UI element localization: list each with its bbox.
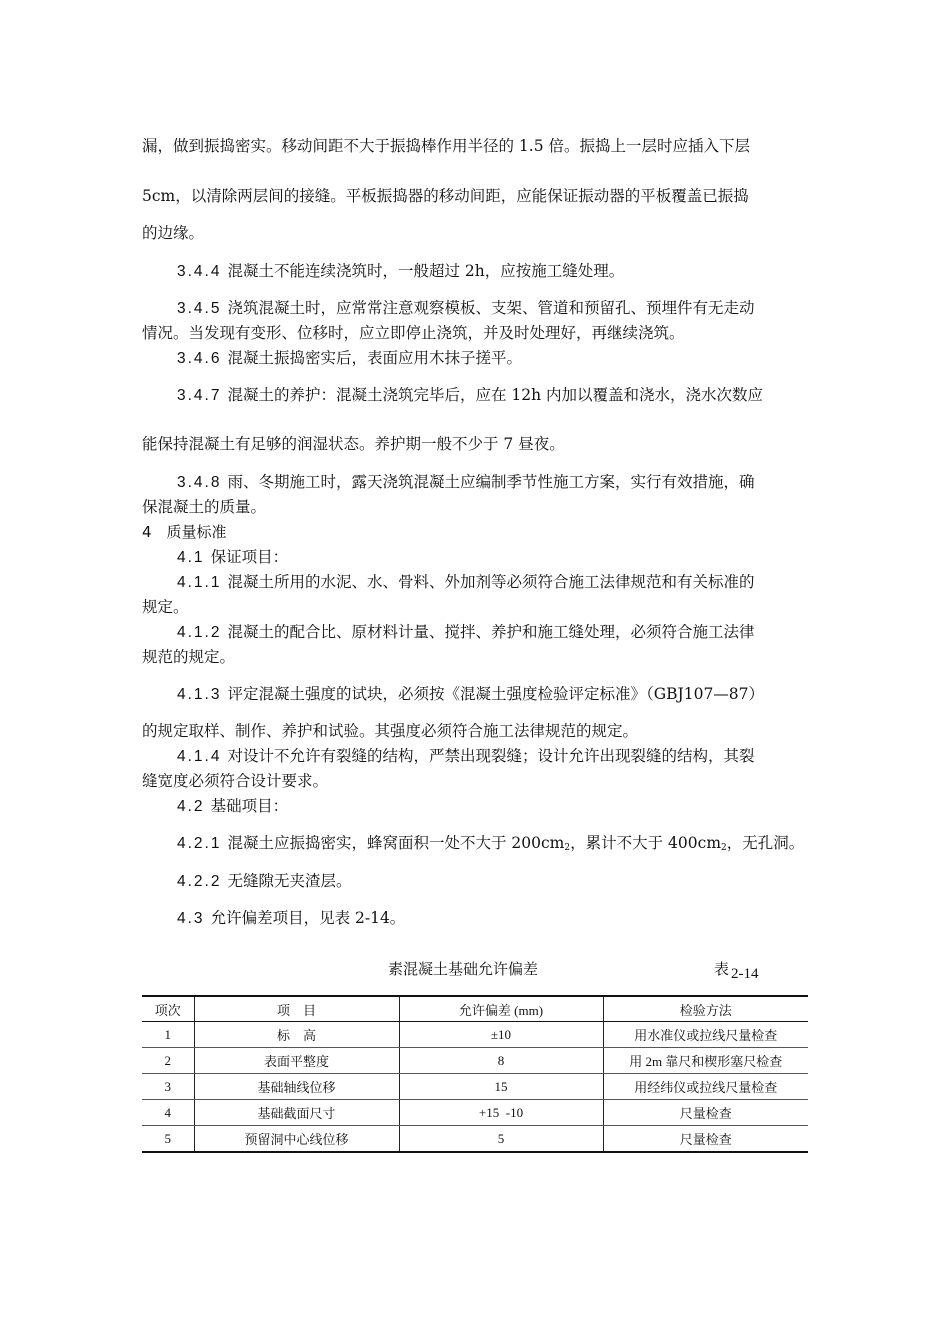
clause-text: 评定混凝土强度的试块，必须按《混凝土强度检验评定标准》（GBJ107—87） xyxy=(227,685,765,703)
table-title: 素混凝土基础允许偏差 xyxy=(388,960,539,978)
clause-3-4-7 xyxy=(177,385,763,406)
table-cell: 5 xyxy=(142,1126,194,1153)
clause-4-2-2 xyxy=(177,871,352,892)
clause-number: 3.4.8 xyxy=(177,474,222,491)
clause-number: 4.1.1 xyxy=(177,574,222,591)
table-cell: 15 xyxy=(399,1074,603,1100)
clause-number: 4.1.4 xyxy=(177,748,222,765)
clause-4-2-1 xyxy=(177,833,804,858)
paragraph-line: 能保持混凝土有足够的润湿状态。养护期一般不少于 7 昼夜。 xyxy=(142,435,565,453)
table-cell: 用经纬仪或拉线尺量检查 xyxy=(603,1074,808,1100)
table-row xyxy=(142,1048,808,1074)
clause-number: 4.1.3 xyxy=(177,686,222,703)
table-cell: 基础截面尺寸 xyxy=(194,1100,399,1126)
clause-text: 保证项目： xyxy=(210,548,289,566)
table-cell: 尺量检查 xyxy=(603,1126,808,1153)
table-row xyxy=(142,1022,808,1048)
column-header: 项次 xyxy=(142,996,194,1022)
deviation-table xyxy=(142,995,808,1153)
table-cell: 2 xyxy=(142,1048,194,1074)
table-cell: 3 xyxy=(142,1074,194,1100)
section-heading: 4 质量标准 xyxy=(142,523,227,541)
clause-number: 4.2.1 xyxy=(177,835,222,852)
clause-text: 混凝土应振捣密实，蜂窝面积一处不大于 200cm xyxy=(227,834,565,852)
clause-3-4-6 xyxy=(177,348,522,369)
clause-4-1-1 xyxy=(177,572,755,593)
paragraph-line: 缝宽度必须符合设计要求。 xyxy=(142,772,329,790)
table-cell: ±10 xyxy=(399,1022,603,1048)
table-cell: 预留洞中心线位移 xyxy=(194,1126,399,1153)
table-row xyxy=(142,1126,808,1153)
clause-number: 4.2 xyxy=(177,798,205,815)
table-cell: 用 2m 靠尺和楔形塞尺检查 xyxy=(603,1048,808,1074)
clause-text: 无缝隙无夹渣层。 xyxy=(227,872,352,890)
table-cell: 5 xyxy=(399,1126,603,1153)
clause-3-4-4 xyxy=(177,261,624,282)
table-cell: 8 xyxy=(399,1048,603,1074)
clause-text: 混凝土振捣密实后，表面应用木抹子搓平。 xyxy=(227,349,522,367)
superscript-unit: 2 xyxy=(564,843,571,853)
clause-4-1-2 xyxy=(177,622,755,643)
table-cell: 标 高 xyxy=(194,1022,399,1048)
table-cell: 1 xyxy=(142,1022,194,1048)
clause-text: 对设计不允许有裂缝的结构，严禁出现裂缝；设计允许出现裂缝的结构，其裂 xyxy=(227,747,755,765)
clause-text: 混凝土不能连续浇筑时，一般超过 2h，应按施工缝处理。 xyxy=(227,262,625,280)
clause-number: 3.4.4 xyxy=(177,263,222,280)
clause-number: 3.4.7 xyxy=(177,387,222,404)
table-cell: 4 xyxy=(142,1100,194,1126)
table-cell: 用水准仪或拉线尺量检查 xyxy=(603,1022,808,1048)
column-header: 项 目 xyxy=(194,996,399,1022)
table-row xyxy=(142,1100,808,1126)
paragraph-line: 5cm，以清除两层间的接缝。平板振捣器的移动间距，应能保证振动器的平板覆盖已振捣 xyxy=(142,187,749,205)
clause-text: ，无孔洞。 xyxy=(726,834,805,852)
paragraph-line: 保混凝土的质量。 xyxy=(142,498,267,516)
clause-4-3 xyxy=(177,908,405,929)
clause-4-1 xyxy=(177,547,288,568)
column-header: 允许偏差 (mm) xyxy=(399,996,603,1022)
superscript-unit: 2 xyxy=(721,843,727,853)
clause-text: 混凝土所用的水泥、水、骨料、外加剂等必须符合施工法律规范和有关标准的 xyxy=(227,573,755,591)
clause-text: 混凝土的养护：混凝土浇筑完毕后，应在 12h 内加以覆盖和浇水，浇水次数应 xyxy=(227,386,764,404)
paragraph-line: 漏，做到振捣密实。移动间距不大于振捣棒作用半径的 1.5 倍。振捣上一层时应插入下层 xyxy=(142,137,751,155)
paragraph-line: 规定。 xyxy=(142,598,189,616)
clause-text: 允许偏差项目，见表 2-14。 xyxy=(210,909,406,927)
table-number-label: 表 xyxy=(714,960,730,978)
clause-4-1-4 xyxy=(177,746,755,767)
clause-4-1-3 xyxy=(177,684,764,705)
table-number-value: 2-14 xyxy=(731,966,759,982)
clause-text: 浇筑混凝土时，应常常注意观察模板、支架、管道和预留孔、预埋件有无走动 xyxy=(227,299,755,317)
table-cell: +15 -10 xyxy=(399,1100,603,1126)
paragraph-line: 规范的规定。 xyxy=(142,648,236,666)
clause-number: 3.4.5 xyxy=(177,300,222,317)
column-header: 检验方法 xyxy=(603,996,808,1022)
clause-number: 4.1 xyxy=(177,549,205,566)
clause-3-4-5 xyxy=(177,298,755,319)
clause-text: 雨、冬期施工时，露天浇筑混凝土应编制季节性施工方案，实行有效措施，确 xyxy=(227,473,755,491)
table-row xyxy=(142,1074,808,1100)
clause-number: 4.2.2 xyxy=(177,873,222,890)
table-cell: 基础轴线位移 xyxy=(194,1074,399,1100)
clause-text: 基础项目： xyxy=(210,797,289,815)
clause-text: 混凝土的配合比、原材料计量、搅拌、养护和施工缝处理，必须符合施工法律 xyxy=(227,623,755,641)
table-cell: 尺量检查 xyxy=(603,1100,808,1126)
clause-number: 4.1.2 xyxy=(177,624,222,641)
table-cell: 表面平整度 xyxy=(194,1048,399,1074)
clause-number: 4.3 xyxy=(177,910,205,927)
clause-text: ，累计不大于 400cm xyxy=(570,834,722,852)
clause-3-4-8 xyxy=(177,472,755,493)
paragraph-line: 情况。当发现有变形、位移时，应立即停止浇筑，并及时处理好，再继续浇筑。 xyxy=(142,324,685,342)
paragraph-line: 的规定取样、制作、养护和试验。其强度必须符合施工法律规范的规定。 xyxy=(142,722,639,740)
clause-number: 3.4.6 xyxy=(177,350,222,367)
clause-4-2 xyxy=(177,796,288,817)
table-header-row xyxy=(142,996,808,1022)
table-number xyxy=(714,958,759,982)
paragraph-line: 的边缘。 xyxy=(142,224,205,242)
